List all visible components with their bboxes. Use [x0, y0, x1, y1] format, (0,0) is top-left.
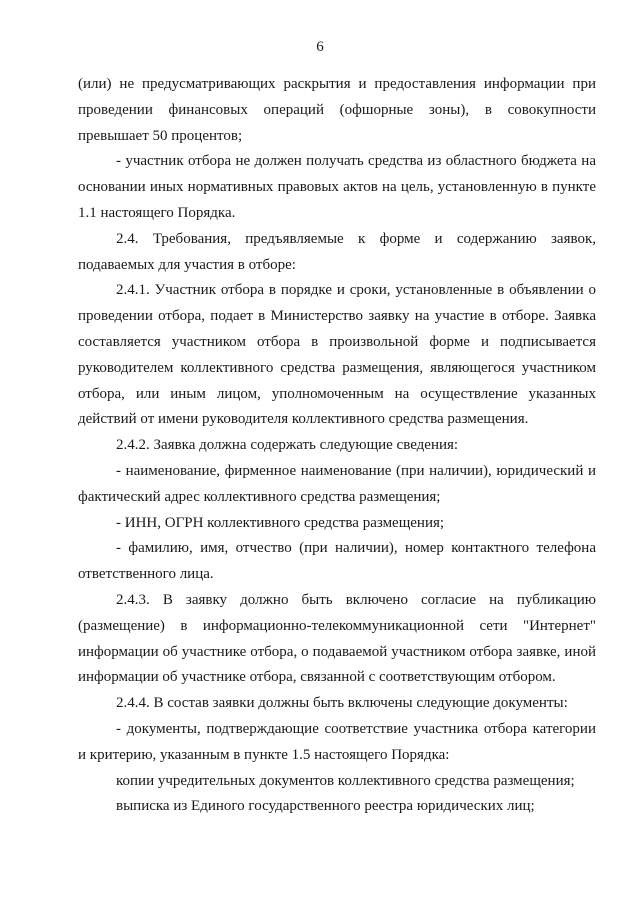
- paragraph: 2.4.2. Заявка должна содержать следующие сведения:: [116, 437, 459, 454]
- paragraph: выписка из Единого государственного реестра юридических лиц;: [116, 798, 535, 815]
- paragraph: 2.4.3. В заявку должно быть включено согласие на публикацию (размещение) в информационно-телекоммуникационной сети "Интернет" информации об участнике отбора, о подаваемой участником отбора заявке, иной информации об участнике отбора, связанной с соответствующим отбором.: [78, 591, 596, 686]
- paragraph: - ИНН, ОГРН коллективного средства размещения;: [116, 514, 445, 531]
- paragraph: - документы, подтверждающие соответствие участника отбора категории и критерию, указанным в пункте 1.5 настоящего Порядка:: [78, 720, 596, 763]
- paragraph: - участник отбора не должен получать средства из областного бюджета на основании иных нормативных правовых актов на цель, установленную в пункте 1.1 настоящего Порядка.: [78, 153, 596, 221]
- page-number: 6: [316, 39, 324, 55]
- paragraph: (или) не предусматривающих раскрытия и предоставления информации при проведении финансовых операций (офшорные зоны), в совокупности превышает 50 процентов;: [78, 76, 596, 144]
- paragraph: копии учредительных документов коллективного средства размещения;: [116, 772, 575, 789]
- document-body: [78, 72, 596, 820]
- paragraph: 2.4.4. В состав заявки должны быть включены следующие документы:: [116, 695, 568, 712]
- paragraph: 2.4. Требования, предъявляемые к форме и содержанию заявок, подаваемых для участия в отборе:: [78, 230, 596, 273]
- paragraph: - наименование, фирменное наименование (при наличии), юридический и фактический адрес коллективного средства размещения;: [78, 462, 596, 505]
- paragraph: - фамилию, имя, отчество (при наличии), номер контактного телефона ответственного лица.: [78, 540, 596, 583]
- paragraph: 2.4.1. Участник отбора в порядке и сроки, установленные в объявлении о проведении отбора, подает в Министерство заявку на участие в отборе. Заявка составляется участником отбора в произвольной форме и подписывается руководителем коллективного средства размещения, являющегося участником отбора, или иным лицом, уполномоченным на осуществление указанных действий от имени руководителя коллективного средства размещения.: [78, 282, 596, 428]
